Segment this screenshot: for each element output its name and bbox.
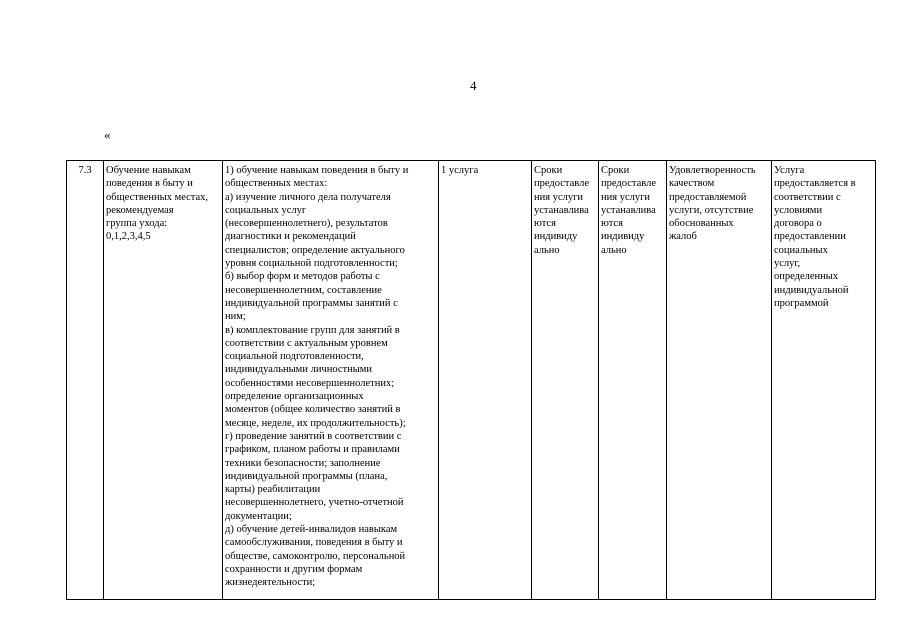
opening-quote-mark: «: [104, 127, 111, 142]
cell-text-line: графиком, планом работы и правилами: [225, 444, 400, 456]
cell-text-line: индивиду: [534, 231, 578, 243]
service-conditions-cell: [772, 161, 876, 600]
cell-text-line: самообслуживания, поведения в быту и: [225, 537, 403, 549]
cell-text-line: предоставлении: [774, 231, 846, 243]
cell-text-line: услуг,: [774, 258, 801, 270]
cell-text-line: предоставле: [601, 178, 657, 190]
cell-text-line: документации;: [225, 510, 292, 522]
cell-text-line: Обучение навыкам: [106, 165, 191, 176]
service-term-cell: [532, 161, 599, 600]
cell-text-line: а) изучение личного дела получателя: [225, 191, 391, 203]
cell-text-line: (несовершеннолетнего), результатов: [225, 218, 388, 230]
cell-text-line: сохранности и другим формам: [225, 563, 363, 575]
cell-text-line: б) выбор форм и методов работы с: [225, 271, 380, 283]
cell-text-line: Услуга: [774, 165, 805, 176]
cell-text-line: общественных местах,: [106, 191, 209, 203]
cell-text-line: индивидуальными личностными: [225, 364, 373, 376]
cell-text-line: несовершеннолетним, составление: [225, 284, 382, 296]
cell-text-line: предоставляемой: [669, 191, 747, 203]
cell-text-line: ются: [601, 218, 623, 230]
cell-text-line: социальных услуг: [225, 204, 307, 216]
cell-text-line: моментов (общее количество занятий в: [225, 404, 401, 416]
cell-text-line: карты) реабилитации: [225, 484, 321, 496]
row-number: 7.3: [78, 165, 92, 176]
services-table: [66, 160, 876, 600]
cell-text-line: услуги, отсутствие: [669, 204, 754, 216]
cell-text-line: техники безопасности; заполнение: [225, 457, 381, 469]
cell-text-line: д) обучение детей-инвалидов навыкам: [225, 524, 398, 536]
cell-text-line: соответствии с: [774, 191, 841, 203]
cell-text-line: Удовлетворенность: [669, 165, 756, 176]
cell-text-line: условиями: [774, 204, 823, 216]
cell-text-line: обществе, самоконтролю, персональной: [225, 550, 406, 562]
cell-text-line: несовершеннолетнего, учетно-отчетной: [225, 497, 404, 509]
cell-text-line: программой: [774, 297, 829, 309]
cell-text-line: жалоб: [669, 231, 697, 243]
table-row: [67, 161, 876, 600]
cell-text-line: рекомендуемая: [106, 204, 174, 216]
service-name-cell: [104, 161, 223, 600]
cell-text-line: социальных: [774, 244, 828, 256]
row-number-cell: [67, 161, 104, 600]
cell-text-line: качеством: [669, 178, 715, 190]
cell-text-line: диагностики и рекомендаций: [225, 231, 356, 243]
service-term-cell-2: [599, 161, 667, 600]
service-description-cell: [223, 161, 439, 600]
cell-text-line: специалистов; определение актуального: [225, 244, 405, 256]
cell-text-line: ния услуги: [601, 191, 651, 203]
cell-text-line: ально: [601, 244, 627, 256]
cell-text-line: индивидуальной программы занятий с: [225, 297, 398, 309]
cell-text-line: социальной подготовленности,: [225, 351, 364, 363]
cell-text-line: общественных местах:: [225, 178, 328, 190]
cell-text-line: определенных: [774, 271, 839, 283]
cell-text-line: определение организационных: [225, 391, 364, 403]
cell-text-line: предоставле: [534, 178, 590, 190]
cell-text-line: Сроки: [534, 165, 563, 176]
cell-text-line: ально: [534, 244, 560, 256]
cell-text-line: ются: [534, 218, 556, 230]
cell-text-line: 1) обучение навыкам поведения в быту и: [225, 165, 409, 176]
cell-text-line: индивидуальной программы (плана,: [225, 470, 388, 482]
service-volume-cell: [439, 161, 532, 600]
cell-text-line: устанавлива: [534, 204, 589, 216]
cell-text-line: Сроки: [601, 165, 630, 176]
cell-text-line: предоставляется в: [774, 178, 856, 190]
cell-text-line: договора о: [774, 218, 822, 230]
cell-text-line: ним;: [225, 311, 246, 323]
cell-text-line: 1 услуга: [441, 165, 479, 176]
cell-text-line: особенностями несовершеннолетних;: [225, 377, 395, 389]
cell-text-line: устанавлива: [601, 204, 656, 216]
cell-text-line: индивидуальной: [774, 284, 849, 296]
cell-text-line: индивиду: [601, 231, 645, 243]
cell-text-line: жизнедеятельности;: [225, 577, 316, 589]
page-number: 4: [470, 78, 477, 93]
cell-text-line: месяце, неделе, их продолжительность);: [225, 417, 406, 429]
cell-text-line: в) комплектование групп для занятий в: [225, 324, 400, 336]
cell-text-line: уровня социальной подготовленности;: [225, 258, 398, 270]
cell-text-line: соответствии с актуальным уровнем: [225, 337, 388, 349]
quality-indicator-cell: [667, 161, 772, 600]
cell-text-line: г) проведение занятий в соответствии с: [225, 430, 402, 442]
cell-text-line: 0,1,2,3,4,5: [106, 231, 151, 243]
cell-text-line: ния услуги: [534, 191, 584, 203]
cell-text-line: поведения в быту и: [106, 178, 193, 190]
cell-text-line: группа ухода:: [106, 218, 168, 230]
cell-text-line: обоснованных: [669, 218, 734, 230]
